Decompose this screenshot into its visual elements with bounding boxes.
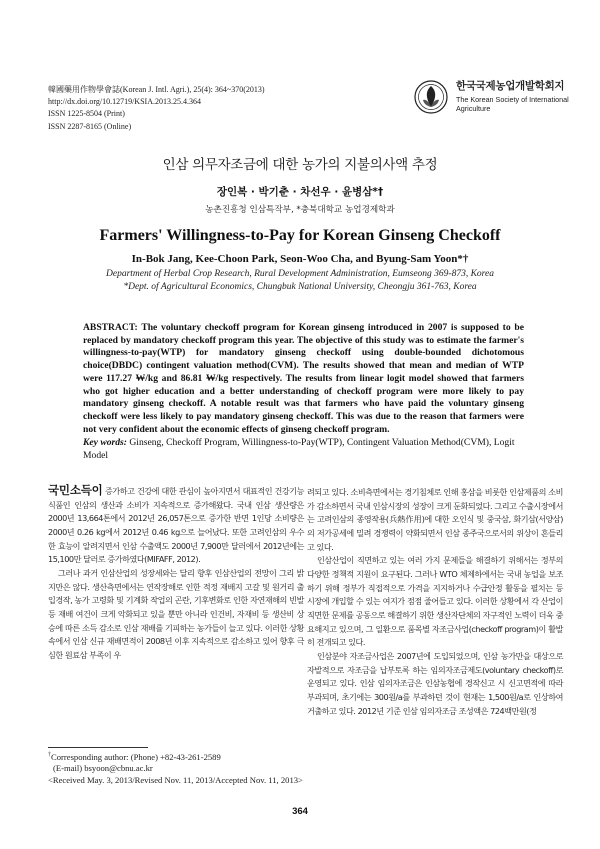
footnote-email: (E-mail) bsyoon@cbnu.ac.kr bbox=[53, 763, 153, 774]
authors-english: In-Bok Jang, Kee-Choon Park, Seon-Woo Cha, and Byung-Sam Yoon*† bbox=[131, 253, 469, 265]
doi-link[interactable]: http://dx.doi.org/10.12719/KSIA.2013.25.4.364 bbox=[48, 97, 201, 107]
lead-word: 국민소득이 bbox=[48, 483, 103, 497]
authors-korean: 장인복 · 박기춘 · 차선우 · 윤병삼*† bbox=[216, 186, 384, 198]
abstract-text: The voluntary checkoff program for Korean ginseng introduced in 2007 is supposed to be replaced by mandatory checkoff program this year. The objective of this study was to estimate the farmer's willingness-to-pay(WTP) for mandatory ginseng checkoff using double-bounded dichotomous choice(DBDC) contingent valuation method(CVM). The results showed that mean and median of WTP were 117.27 ₩/kg and 86.81 ₩/kg respectively. The results from linear logit model showed that farmers who got higher education and a better understanding of checkoff program were more likely to pay mandatory ginseng checkoff. A notable result was that farmers who have paid the voluntary ginseng checkoff were less likely to pay mandatory ginseng checkoff. This was due to the reason that farmers were not very confident about the economic effects of ginseng checkoff program. bbox=[83, 322, 524, 435]
body-column-right bbox=[307, 486, 563, 718]
paragraph-text: 증가하고 건강에 대한 관심이 높아지면서 대표적인 건강기능식품인 인삼의 생산과 소비가 지속적으로 증가해왔다. 국내 인삼 생산량은 2000년 13,664톤에서 2012년 26,057톤으로 증가한 반면 1인당 소비량은 2000년 0.26 kg에서 2012년 0.46 kg으로 늘어났다. 또한 고려인삼의 우수한 효능이 알려지면서 인삼 수출액도 2000년 7,900만 달러에서 2012년에는 15,100만 달러로 증가하였다(MIFAFF, 2012). bbox=[48, 486, 304, 565]
affiliation-english-1: Department of Herbal Crop Research, Rural Development Administration, Eumseong 369-873, Korea bbox=[106, 269, 494, 279]
footnote-mark: † bbox=[48, 752, 51, 758]
society-name bbox=[456, 78, 576, 113]
body-paragraph: 려되고 있다. 소비측면에서는 경기침체로 인해 홍삼을 비롯한 인삼제품의 소비가 감소하면서 국내 인삼시장의 성장이 크게 둔화되었다. 그리고 수출시장에서는 고려인삼의 종영작용(兵熱作用)에 대한 오인식 및 중국삼, 화기삼(서양삼)의 저가공세에 밀려 경쟁력이 약화되면서 인삼 종주국으로서의 위상이 흔들리고 있다. bbox=[307, 487, 563, 552]
body-column-left bbox=[48, 484, 304, 663]
abstract-block bbox=[83, 322, 524, 463]
title-korean: 인삼 의무자조금에 대한 농가의 지불의사액 추정 bbox=[162, 157, 438, 173]
abstract-body bbox=[83, 322, 524, 436]
journal-citation: 韓國藥用作物學會誌(Korean J. Intl. Agri.), 25(4): 364~370(2013) bbox=[48, 85, 265, 94]
keywords-label: Key words: bbox=[83, 437, 127, 449]
affiliation-english-2: *Dept. of Agricultural Economics, Chungbuk National University, Cheongju 361-763, Korea bbox=[123, 282, 477, 292]
body-paragraph: 그러나 과거 인삼산업의 성장세와는 달리 향후 인삼산업의 전망이 그리 밝지만은 않다. 생산측면에서는 연작장해로 인한 적정 재배지 고갈 및 원거리 출입경작, 농가 고령화 및 기계화 작업의 곤란, 기후변화로 인한 자연재해의 빈발 등 재배 여건이 크게 악화되고 있을 뿐만 아니라 인건비, 자재비 등 생산비 상승에 따른 소득 감소로 인삼 재배를 기피하는 농가들이 늘고 있다. 이러한 상황 속에서 인삼 신규 재배면적이 2008년 이후 지속적으로 감소하고 있어 향후 극심한 원료삼 부족이 우 bbox=[48, 567, 304, 660]
footnote-dates: <Received May. 3, 2013/Revised Nov. 11, 2013/Accepted Nov. 11, 2013> bbox=[48, 775, 303, 786]
body-paragraph: 인삼산업이 직면하고 있는 여러 가지 문제들을 해결하기 위해서는 정부의 다양한 정책적 지원이 요구된다. 그러나 WTO 체제하에서는 국내 농업을 보조하기 위해 정부가 직접적으로 가격을 지지하거나 수급안정 활동을 펼치는 등 시장에 개입할 수 있는 여지가 점점 줄어들고 있다. 이러한 상황에서 각 산업이 직면한 문제를 공동으로 해결하기 위한 생산자단체의 자구적인 노력이 더욱 중요해지고 있으며, 그 일환으로 품목별 자조금사업(checkoff program)이 활발히 전개되고 있다. bbox=[307, 555, 563, 648]
keywords-text: Ginseng, Checkoff Program, Willingness-to-Pay(WTP), Contingent Valuation Method(CVM), Logit Model bbox=[83, 437, 515, 462]
journal-header bbox=[48, 84, 378, 133]
footnote bbox=[48, 750, 308, 787]
body-paragraph bbox=[48, 484, 304, 567]
title-english: Farmers' Willingness-to-Pay for Korean Ginseng Checkoff bbox=[99, 227, 501, 244]
society-name-en-line1: The Korean Society of International bbox=[456, 95, 569, 104]
body-paragraph: 인삼분야 자조금사업은 2007년에 도입되었으며, 인삼 농가만을 대상으로 자발적으로 자조금을 납부토록 하는 임의자조금제도(voluntary checkoff)로 운영되고 있다. 인삼 임의자조금은 인삼농협에 경작신고 시 신고면적에 따라 부과되며, 초기에는 300원/a를 부과하던 것이 현재는 1,500원/a로 인상하여 거출하고 있다. 2012년 기준 인삼 임의자조금 조성액은 724백만원(정 bbox=[307, 650, 563, 716]
abstract-label: ABSTRACT: bbox=[83, 322, 138, 333]
affiliation-korean: 농촌진흥청 인삼특작부, *충북대학교 농업경제학과 bbox=[205, 205, 395, 215]
footnote-divider bbox=[48, 747, 148, 748]
footnote-line1: Corresponding author: (Phone) +82-43-261-2589 bbox=[51, 751, 221, 762]
issn-online: ISSN 2287-8165 (Online) bbox=[48, 121, 132, 131]
page-number: 364 bbox=[292, 806, 308, 817]
society-name-ko: 한국국제농업개발학회지 bbox=[456, 80, 565, 92]
issn-print: ISSN 1225-8504 (Print) bbox=[48, 109, 125, 119]
society-name-en-line2: Agriculture bbox=[456, 104, 491, 113]
society-logo-icon bbox=[414, 80, 448, 114]
footnote-corresponding bbox=[48, 750, 308, 763]
keywords-line bbox=[83, 437, 524, 462]
